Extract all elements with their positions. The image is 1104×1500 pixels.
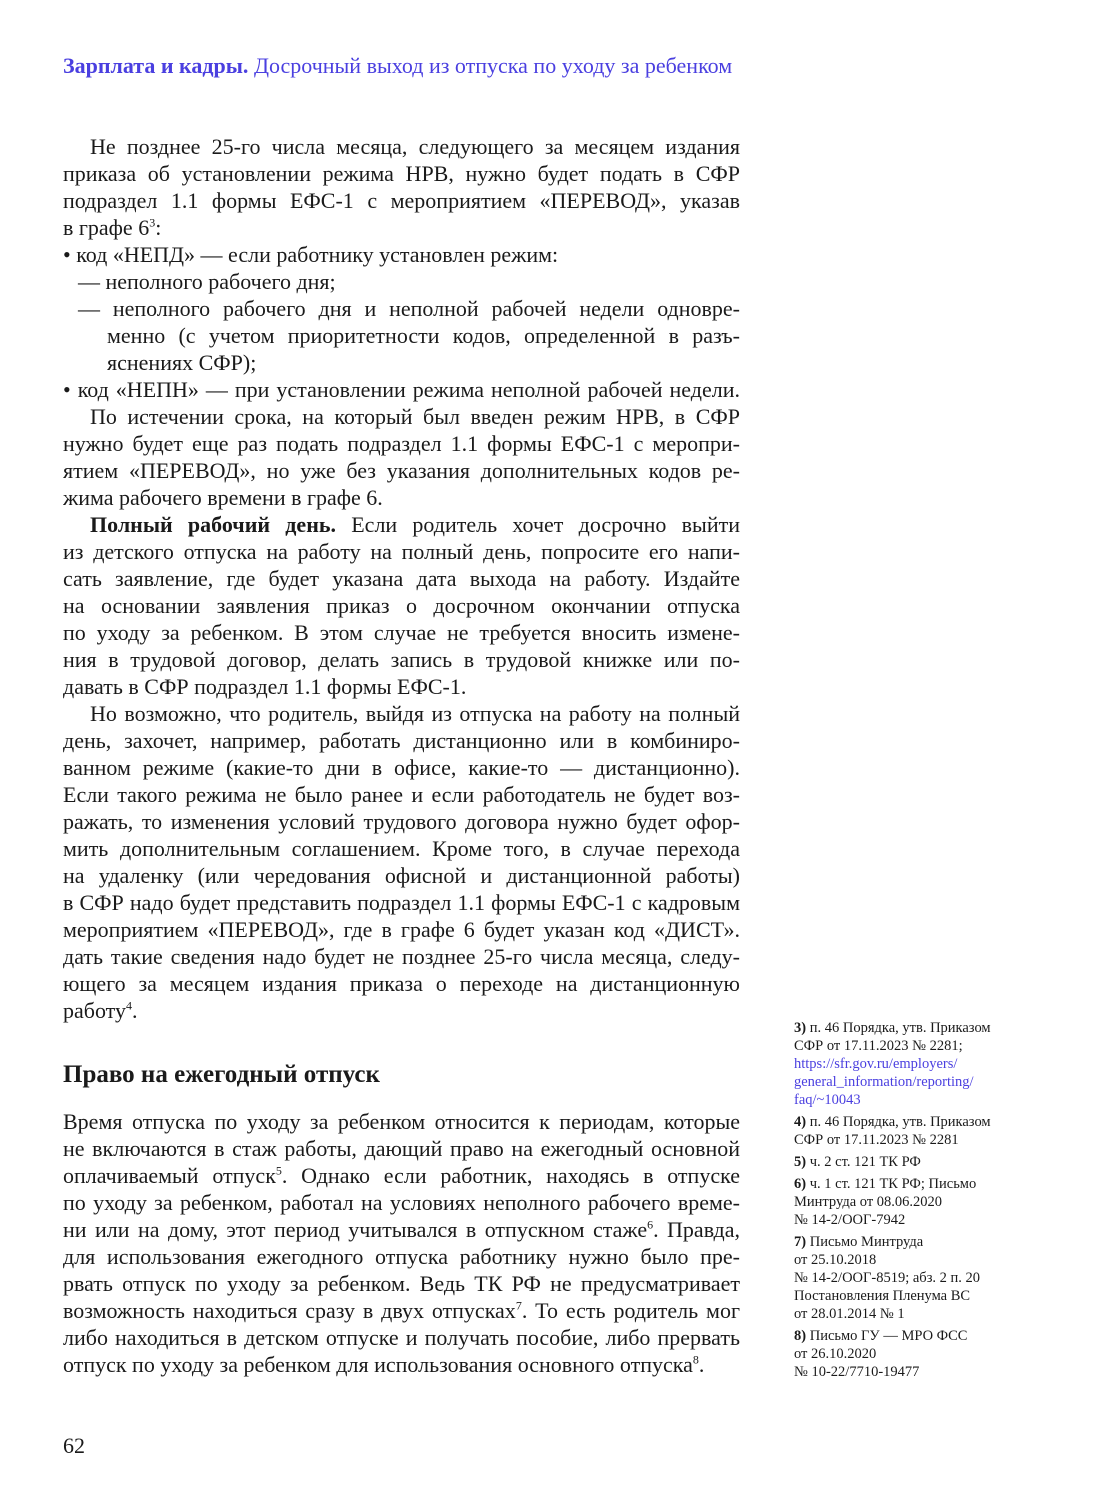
text-line: либо находиться в детском отпуске и получать пособие, либо прервать: [63, 1325, 740, 1350]
footnote-text: ч. 1 ст. 121 ТК РФ; Письмо: [809, 1176, 977, 1192]
footnote-number: 8): [794, 1328, 807, 1344]
footnote-line: [794, 1175, 1024, 1193]
bold-lead: Полный рабочий день.: [90, 512, 336, 537]
text-line: — неполного рабочего дня и неполной рабочей недели одновре-: [78, 296, 740, 321]
section-text: [63, 1108, 740, 1378]
text-line: дать такие сведения надо будет не позднее 25-го числа месяца, следу-: [63, 944, 740, 969]
text-line: [63, 511, 740, 538]
text-run: в графе 6: [63, 215, 150, 240]
text-line: жима рабочего времени в графе 6.: [63, 485, 383, 510]
footnote-text: от 28.01.2014 № 1: [794, 1306, 905, 1322]
text-line: • код «НЕПД» — если работнику установлен режим:: [63, 242, 559, 267]
text-line: по уходу за ребенком. В этом случае не требуется вносить измене-: [63, 620, 740, 645]
footnote-text: ч. 2 ст. 121 ТК РФ: [809, 1154, 921, 1170]
footnote-line: [794, 1037, 1024, 1055]
footnote-text: от 26.10.2020: [794, 1346, 877, 1362]
text-line: По истечении срока, на который был введен режим НРВ, в СФР: [90, 404, 740, 429]
text-line: из детского отпуска на работу на полный день, попросите его напи-: [63, 539, 740, 564]
text-line: Не позднее 25-го числа месяца, следующего за месяцем издания: [90, 134, 740, 159]
footnote-ref: 4: [126, 998, 132, 1013]
footnote-ref: 3: [149, 215, 156, 230]
footnote: [794, 1233, 1024, 1323]
footnote-line: [794, 1269, 1024, 1287]
footnote-number: 3): [794, 1020, 807, 1036]
text-line: подраздел 1.1 формы ЕФС-1 с мероприятием «ПЕРЕВОД», указав: [63, 188, 740, 213]
footnote-text: № 14-2/ООГ-7942: [794, 1212, 906, 1228]
text-line: на основании заявления приказ о досрочном окончании отпуска: [63, 593, 740, 618]
text-line: [63, 1297, 740, 1324]
footnote-ref: 6: [647, 1217, 654, 1232]
text-line: [63, 1216, 740, 1243]
text-line: рвать отпуск по уходу за ребенком. Ведь ТК РФ не предусматривает: [63, 1271, 740, 1296]
footnote-number: 7): [794, 1234, 807, 1250]
text-run: Если родитель хочет досрочно выйти: [336, 512, 740, 537]
text-run: . Правда,: [653, 1217, 740, 1242]
text-line: сать заявление, где будет указана дата выхода на работу. Издайте: [63, 566, 740, 591]
text-line: [63, 1351, 740, 1378]
text-line: яснениях СФР);: [107, 350, 257, 375]
footnote-ref: 8: [692, 1352, 699, 1367]
text-line: день, захочет, например, работать дистанционно или в комбиниро-: [63, 728, 740, 753]
footnote-text: № 10-22/7710-19477: [794, 1364, 920, 1380]
footnote-ref: 5: [275, 1163, 282, 1178]
footnote-text: Письмо ГУ — МРО ФСС: [809, 1328, 968, 1344]
footnote-line: [794, 1153, 1024, 1171]
text-run: работу: [63, 998, 126, 1023]
text-run: . То есть родитель мог: [521, 1298, 740, 1323]
footnote-line: [794, 1233, 1024, 1251]
text-line: мить дополнительным соглашением. Кроме того, в случае перехода: [63, 836, 740, 861]
text-run: .: [132, 998, 138, 1023]
text-line: давать в СФР подраздел 1.1 формы ЕФС-1.: [63, 674, 467, 699]
running-header: [63, 53, 732, 79]
text-line: в СФР надо будет представить подраздел 1.1 формы ЕФС-1 с кадровым: [63, 890, 740, 915]
footnote-text: СФР от 17.11.2023 № 2281;: [794, 1038, 963, 1054]
text-run: оплачиваемый отпуск: [63, 1163, 276, 1188]
footnote-text: п. 46 Порядка, утв. Приказом: [809, 1020, 991, 1036]
text-run: :: [155, 215, 162, 240]
text-run: отпуск по уходу за ребенком для использования основного отпуска: [63, 1352, 693, 1377]
page-number: 62: [63, 1433, 85, 1458]
text-line: для использования ежегодного отпуска работнику нужно было пре-: [63, 1244, 740, 1269]
text-line: ванном режиме (какие-то дни в офисе, какие-то — дистанционно).: [63, 755, 740, 780]
text-line: [63, 214, 740, 241]
footnote: [794, 1019, 1024, 1109]
text-line: ражать, то изменения условий трудового договора нужно будет офор-: [63, 809, 740, 834]
text-line: на удаленку (или чередования офисной и дистанционной работы): [63, 863, 740, 888]
footnote: [794, 1175, 1024, 1229]
footnote: [794, 1153, 1024, 1171]
footnote-line: [794, 1287, 1024, 1305]
text-line: [63, 1162, 740, 1189]
footnote-line: [794, 1251, 1024, 1269]
text-line: • код «НЕПН» — при установлении режима неполной рабочей недели.: [63, 377, 740, 402]
footnote-number: 4): [794, 1114, 807, 1130]
footnote: [794, 1327, 1024, 1381]
text-line: менно (с учетом приоритетности кодов, определенной в разъ-: [107, 323, 740, 348]
footnote-text: № 14-2/ООГ-8519; абз. 2 п. 20: [794, 1270, 981, 1286]
footnote-text: п. 46 Порядка, утв. Приказом: [809, 1114, 991, 1130]
text-line: Время отпуска по уходу за ребенком относится к периодам, которые: [63, 1109, 740, 1134]
text-line: Если такого режима не было ранее и если работодатель не будет воз-: [63, 782, 740, 807]
footnote-line: [794, 1113, 1024, 1131]
footnotes: [794, 1019, 1024, 1385]
footnote-ref: 7: [515, 1298, 522, 1313]
text-line: по уходу за ребенком, работал на условиях неполного рабочего време-: [63, 1190, 740, 1215]
text-line: Но возможно, что родитель, выйдя из отпуска на работу на полный: [90, 701, 740, 726]
footnote-line: [794, 1305, 1024, 1323]
footnote-link[interactable]: faq/~10043: [794, 1092, 861, 1108]
footnote-line: [794, 1131, 1024, 1149]
footnote-link[interactable]: general_information/reporting/: [794, 1074, 974, 1090]
text-run: .: [698, 1352, 705, 1377]
header-title: Досрочный выход из отпуска по уходу за ребенком: [253, 53, 733, 78]
footnote-link[interactable]: https://sfr.gov.ru/employers/: [794, 1056, 958, 1072]
footnote-text: от 25.10.2018: [794, 1252, 877, 1268]
main-text: [63, 133, 740, 1024]
text-line: [63, 997, 740, 1024]
footnote: [794, 1113, 1024, 1149]
footnote-text: СФР от 17.11.2023 № 2281: [794, 1132, 959, 1148]
text-run: . Однако если работник, находясь в отпуске: [281, 1163, 740, 1188]
footnote-text: Письмо Минтруда: [809, 1234, 924, 1250]
footnote-line: [794, 1327, 1024, 1345]
text-run: возможность находиться сразу в двух отпусках: [63, 1298, 516, 1323]
section-heading: Право на ежегодный отпуск: [63, 1061, 380, 1088]
footnote-line: [794, 1363, 1024, 1381]
footnote-text: Постановления Пленума ВС: [794, 1288, 971, 1304]
footnote-line: [794, 1193, 1024, 1211]
text-line: ния в трудовой договор, делать запись в трудовой книжке или по-: [63, 647, 740, 672]
footnote-line: [794, 1019, 1024, 1037]
footnote-line: [794, 1345, 1024, 1363]
header-section: Зарплата и кадры.: [63, 53, 249, 78]
text-line: приказа об установлении режима НРВ, нужно будет подать в СФР: [63, 161, 740, 186]
text-line: ятием «ПЕРЕВОД», но уже без указания дополнительных кодов ре-: [63, 458, 740, 483]
footnote-text: Минтруда от 08.06.2020: [794, 1194, 943, 1210]
text-line: нужно будет еще раз подать подраздел 1.1 формы ЕФС-1 с меропри-: [63, 431, 740, 456]
footnote-number: 5): [794, 1154, 807, 1170]
text-run: ни или на дому, этот период учитывался в отпускном стаже: [63, 1217, 648, 1242]
footnote-number: 6): [794, 1176, 807, 1192]
text-line: мероприятием «ПЕРЕВОД», где в графе 6 будет указан код «ДИСТ».: [63, 917, 740, 942]
text-line: не включаются в стаж работы, дающий право на ежегодный основной: [63, 1136, 740, 1161]
text-line: — неполного рабочего дня;: [78, 269, 336, 294]
text-line: ющего за месяцем издания приказа о переходе на дистанционную: [63, 971, 740, 996]
footnote-line: [794, 1211, 1024, 1229]
